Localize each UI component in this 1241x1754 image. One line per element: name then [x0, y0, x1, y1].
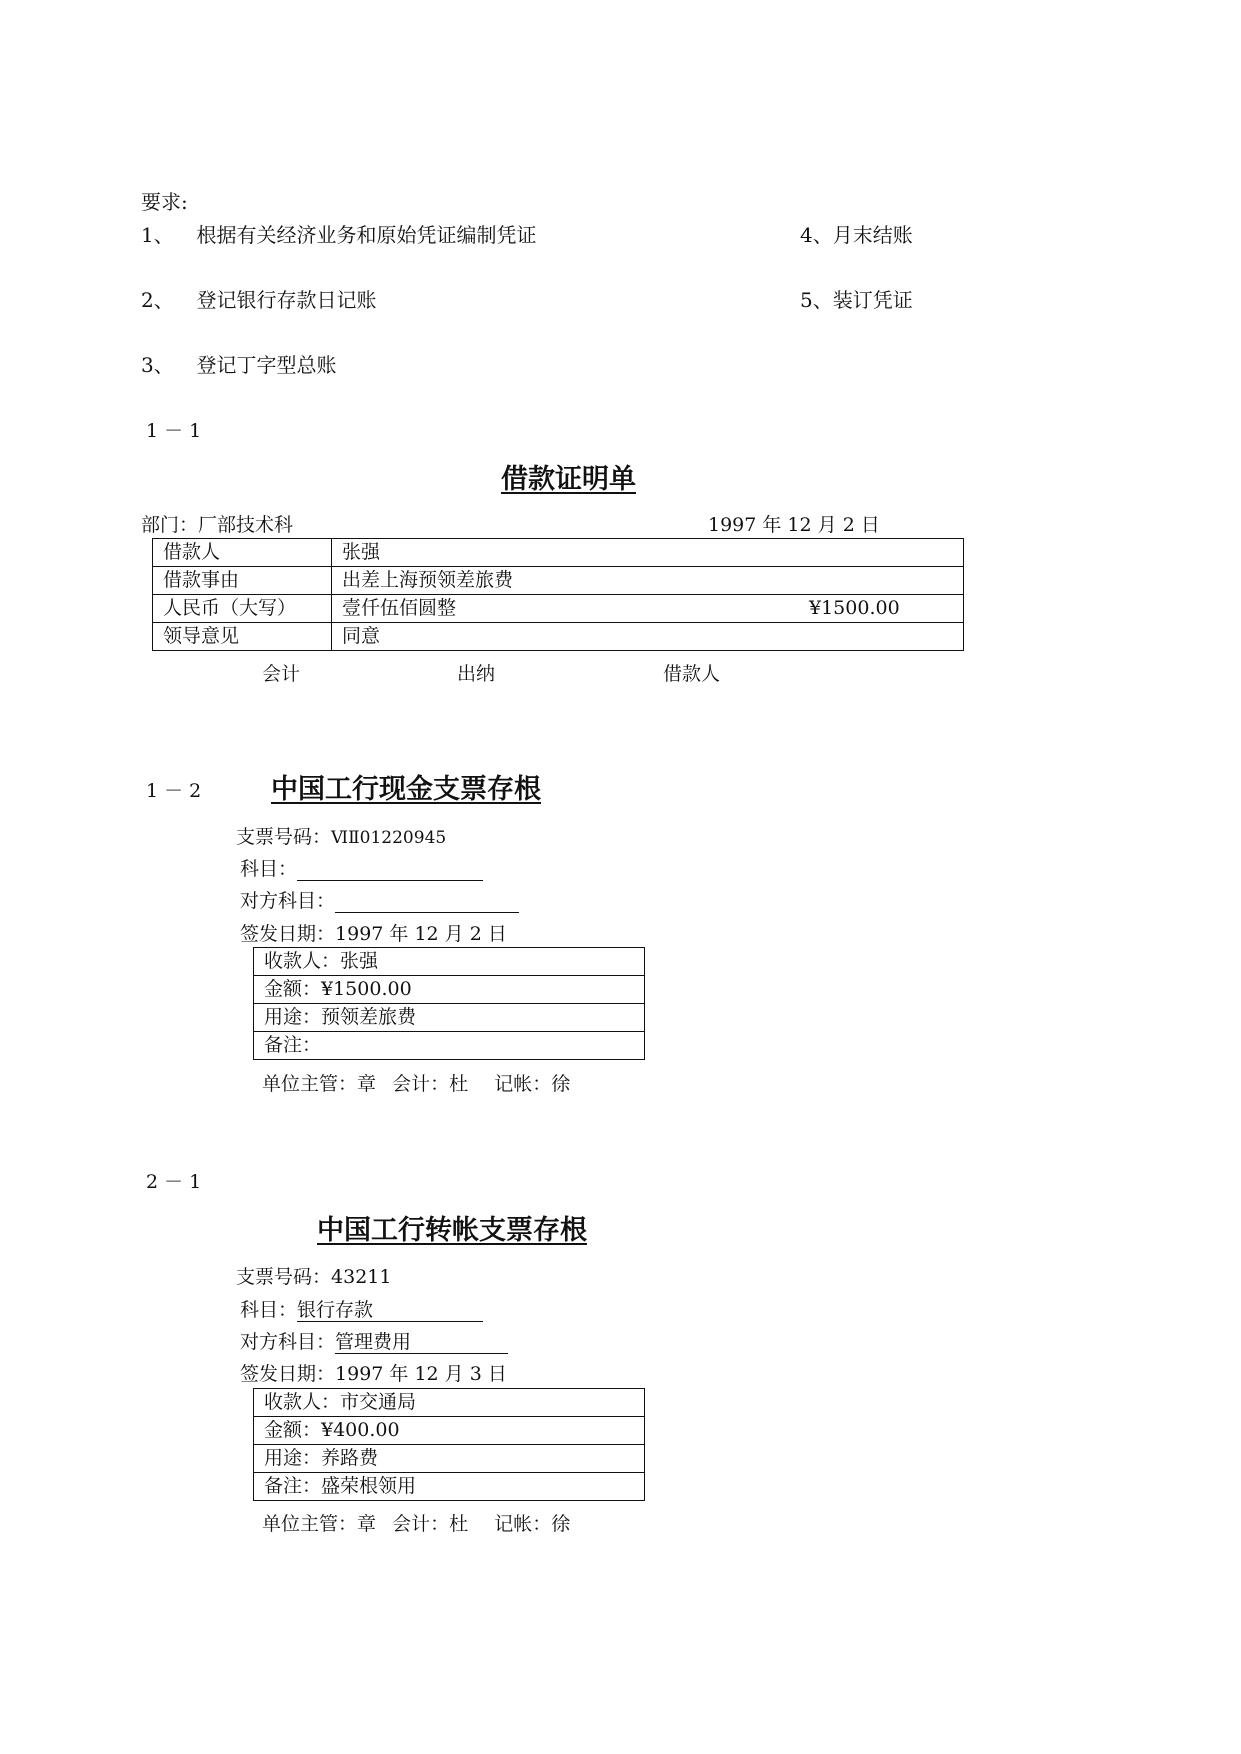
- bookkeeper-name: 徐: [551, 1513, 571, 1535]
- requirement-text: 登记丁字型总账: [196, 353, 337, 377]
- issue-date-value: 1997 年 12 月 3 日: [335, 1363, 507, 1385]
- accountant-name: 杜: [449, 1073, 469, 1095]
- row-label: 借款人: [153, 539, 332, 567]
- table-row: [153, 567, 964, 595]
- purpose: 用途：养路费: [254, 1445, 645, 1473]
- requirement-item-4: [800, 219, 913, 248]
- subject-label: 科目：: [240, 858, 298, 880]
- amount-figure: ¥1500.00: [809, 597, 900, 619]
- amount: 金额：¥1500.00: [254, 976, 645, 1004]
- amount-in-words: 壹仟伍佰圆整: [342, 597, 457, 619]
- requirement-number: 1、: [141, 223, 174, 247]
- table-row: [254, 1473, 645, 1501]
- loan-form-title: 借款证明单: [501, 464, 636, 495]
- table-row: [153, 595, 964, 623]
- cash-cheque-stub-title: 中国工行现金支票存根: [271, 774, 541, 805]
- row-value: 张强: [332, 539, 964, 567]
- payee: 收款人：张强: [254, 948, 645, 976]
- counter-subject-value: 管理费用: [335, 1331, 508, 1354]
- row-value: 同意: [332, 623, 964, 651]
- cheque-number-value: ⅥⅡ01220945: [331, 828, 447, 848]
- payee: 收款人：市交通局: [254, 1389, 645, 1417]
- department: 部门：厂部技术科: [141, 514, 294, 536]
- bookkeeper-name: 徐: [551, 1073, 571, 1095]
- counter-subject: [240, 1327, 508, 1354]
- cheque-number-value: 43211: [331, 1266, 392, 1288]
- requirement-item-3: [141, 349, 336, 378]
- table-row: [254, 1445, 645, 1473]
- loan-form-table: [152, 538, 964, 651]
- issue-date: [240, 919, 507, 946]
- requirement-number: 5、: [800, 288, 833, 312]
- purpose: 用途：预领差旅费: [254, 1004, 645, 1032]
- supervisor-name: 章: [357, 1513, 377, 1535]
- requirement-number: 3、: [141, 353, 174, 377]
- requirement-text: 根据有关经济业务和原始凭证编制凭证: [196, 223, 537, 247]
- issue-date: [240, 1359, 507, 1386]
- table-row: [254, 1004, 645, 1032]
- accountant-label: 会计：: [392, 1073, 450, 1095]
- subject-value: 银行存款: [297, 1299, 483, 1322]
- issue-date-label: 签发日期：: [240, 1363, 336, 1385]
- counter-subject-value: [335, 890, 519, 913]
- table-row: [254, 1389, 645, 1417]
- row-label: 借款事由: [153, 567, 332, 595]
- subject: [240, 854, 483, 881]
- issue-date-label: 签发日期：: [240, 923, 336, 945]
- bookkeeper-label: 记帐：: [494, 1073, 552, 1095]
- section-number: 1 － 2: [146, 780, 202, 802]
- amount: 金额：¥400.00: [254, 1417, 645, 1445]
- requirements-heading: 要求:: [141, 190, 188, 214]
- table-row: [153, 623, 964, 651]
- subject: [240, 1295, 483, 1322]
- subject-label: 科目：: [240, 1299, 298, 1321]
- cheque-number-label: 支票号码：: [236, 1266, 332, 1288]
- loan-date: 1997 年 12 月 2 日: [708, 514, 880, 536]
- table-row: [254, 948, 645, 976]
- counter-subject: [240, 886, 519, 913]
- bookkeeper-label: 记帐：: [494, 1513, 552, 1535]
- requirement-item-2: [141, 284, 376, 313]
- supervisor-label: 单位主管：: [262, 1513, 358, 1535]
- supervisor-name: 章: [357, 1073, 377, 1095]
- requirement-number: 2、: [141, 288, 174, 312]
- row-value: [332, 595, 964, 623]
- table-row: [254, 1032, 645, 1060]
- stub-footer: [262, 1069, 570, 1096]
- transfer-cheque-stub-title: 中国工行转帐支票存根: [317, 1215, 587, 1246]
- cheque-number: [236, 1262, 391, 1289]
- accountant-label: 会计：: [392, 1513, 450, 1535]
- requirement-number: 4、: [800, 223, 833, 247]
- table-row: [153, 539, 964, 567]
- signature-cashier: 出纳: [457, 663, 496, 685]
- requirement-text: 装订凭证: [832, 288, 913, 312]
- cheque-number-label: 支票号码：: [236, 826, 332, 848]
- transfer-cheque-stub-table: [253, 1388, 645, 1501]
- cheque-number: [236, 822, 446, 849]
- row-label: 人民币（大写）: [153, 595, 332, 623]
- table-row: [254, 1417, 645, 1445]
- row-label: 领导意见: [153, 623, 332, 651]
- section-number: 2 － 1: [146, 1171, 202, 1193]
- signature-accountant: 会计: [262, 663, 301, 685]
- requirement-text: 月末结账: [832, 223, 913, 247]
- subject-value: [297, 858, 483, 881]
- stub-footer: [262, 1509, 570, 1536]
- accountant-name: 杜: [449, 1513, 469, 1535]
- section-number: 1 － 1: [146, 420, 202, 442]
- requirement-item-1: [141, 219, 536, 248]
- row-value: 出差上海预领差旅费: [332, 567, 964, 595]
- counter-subject-label: 对方科目：: [240, 890, 336, 912]
- counter-subject-label: 对方科目：: [240, 1331, 336, 1353]
- remarks: 备注：盛荣根领用: [254, 1473, 645, 1501]
- cash-cheque-stub-table: [253, 947, 645, 1060]
- supervisor-label: 单位主管：: [262, 1073, 358, 1095]
- table-row: [254, 976, 645, 1004]
- remarks: 备注：: [254, 1032, 645, 1060]
- requirement-item-5: [800, 284, 913, 313]
- issue-date-value: 1997 年 12 月 2 日: [335, 923, 507, 945]
- signature-borrower: 借款人: [663, 663, 721, 685]
- requirement-text: 登记银行存款日记账: [196, 288, 377, 312]
